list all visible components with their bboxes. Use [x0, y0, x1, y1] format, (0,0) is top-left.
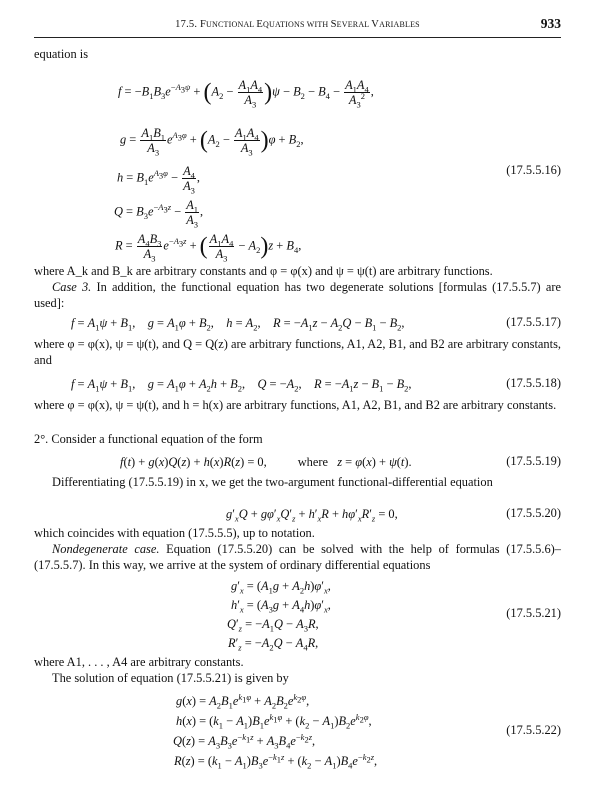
- paragraph: [34, 541, 561, 574]
- equation-f: $f = -B_1B_3e^{-A_3\psi} + (A_2$ − $\frac{A_1A_4}{A_3}$ )$\psi - B_2 - B_4$ − $\frac{A_1A_4}{A_3^2}$ ,: [118, 78, 374, 110]
- equation-22a: $g(x) = A_2B_1e^{k_1\varphi} + A_2B_2e^{k_2\varphi}$,: [176, 691, 310, 711]
- paragraph: which coincides with equation (17.5.5.5), up to notation.: [34, 526, 315, 540]
- section-title: 17.5. FUNCTIONAL EQUATIONS WITH SEVERAL VARIABLES: [175, 19, 420, 30]
- equation-g: g = $\frac{A_1B_1}{A_3}$ $e^{A_3\varphi} + (A_2$ − $\frac{A_1A_4}{A_3}$ )$\varphi + B_2$,: [120, 126, 304, 158]
- paragraph: The solution of equation (17.5.5.21) is given by: [52, 671, 289, 685]
- equation-number: (17.5.5.19): [506, 454, 561, 468]
- equation-q: $Q = B_3e^{-A_3z}$ − $\frac{A_1}{A_3}$ ,: [114, 198, 204, 230]
- paragraph: [34, 279, 561, 312]
- equation-number: (17.5.5.22): [506, 723, 561, 737]
- paragraph: Differentiating (17.5.5.19) in x, we get the two-argument functional-differential equation: [52, 475, 493, 489]
- equation-number: (17.5.5.16): [506, 163, 561, 177]
- equation-20: $g'_xQ + g\varphi'_xQ'_z + h'_xR + h\varphi'_xR'_z = 0$,: [226, 507, 398, 524]
- equation-number: (17.5.5.20): [506, 506, 561, 520]
- paragraph: 2°. Consider a functional equation of the form: [34, 432, 263, 446]
- equation-degenerate-1: $f = A_1\psi + B_1$, $g = A_1\varphi + B_2$, $h = A_2$, $R = -A_1z - A_2Q - B_1 - B_2$,: [71, 316, 405, 333]
- equation-h: $h = B_1e^{A_3\varphi}$ − $\frac{A_4}{A_3}$ ,: [117, 164, 200, 196]
- equation-22d: $R(z) = (k_1 - A_1)B_3e^{-k_1z} + (k_2 - A_1)B_4e^{-k_2z}$,: [174, 751, 378, 771]
- page-number: 933: [540, 16, 561, 31]
- paragraph: where φ = φ(x), ψ = ψ(t), and h = h(x) are arbitrary functions, A1, A2, B1, and B2 are arbitrary constants.: [34, 398, 557, 412]
- equation-degenerate-2: $f = A_1\psi + B_1$, $g = A_1\varphi + A_2h + B_2$, $Q = -A_2$, $R = -A_1z - B_1 - B_2$,: [71, 377, 412, 394]
- paragraph: where φ = φ(x), ψ = ψ(t), and Q = Q(z) are arbitrary functions, A1, A2, B1, and B2 are arbitrary constants, and: [34, 337, 561, 368]
- paragraph: equation is: [34, 47, 89, 61]
- equation-22c: $Q(z) = A_3B_3e^{-k_1z} + A_3B_4e^{-k_2z}$,: [173, 731, 316, 751]
- paragraph: where A_k and B_k are arbitrary constants and φ = φ(x) and ψ = ψ(t) are arbitrary functions.: [34, 264, 493, 278]
- paragraph: where A1, . . . , A4 are arbitrary constants.: [34, 655, 244, 669]
- paragraph-text: Equation (17.5.5.20) can be solved with the help of formulas (17.5.5.6)–(17.5.5.7). In this way, we arrive at the system of ordinary differential equations: [34, 542, 561, 573]
- equation-21a: $g'_x = (A_1g + A_2h)\varphi'_x$,: [231, 579, 331, 596]
- equation-r: R = $\frac{A_4B_3}{A_3}$ $e^{-A_3z}$ + ( $\frac{A_1A_4}{A_3}$ − $A_2)z + B_4$,: [115, 232, 302, 264]
- equation-number: (17.5.5.17): [506, 315, 561, 329]
- equation-21d: $R'_z = -A_2Q - A_4R$,: [228, 636, 319, 653]
- equation-22b: $h(x) = (k_1 - A_1)B_1e^{k_1\varphi} + (k_2 - A_1)B_2e^{k_2\varphi}$,: [176, 711, 372, 731]
- paragraph-text: In addition, the functional equation has two degenerate solutions [formulas (17.5.5.7) are used]:: [34, 280, 561, 311]
- equation-number: (17.5.5.18): [506, 376, 561, 390]
- equation-21c: $Q'_z = -A_1Q - A_3R$,: [227, 617, 319, 634]
- case-label: Case 3.: [52, 280, 92, 294]
- equation-number: (17.5.5.21): [506, 606, 561, 620]
- running-header: [34, 17, 561, 38]
- case-label: Nondegenerate case.: [52, 542, 160, 556]
- equation-21b: $h'_x = (A_3g + A_4h)\varphi'_x$,: [231, 598, 331, 615]
- equation-19: f(t) + g(x)Q(z) + h(x)R(z) = 0, where z = φ(x) + ψ(t).: [120, 455, 412, 469]
